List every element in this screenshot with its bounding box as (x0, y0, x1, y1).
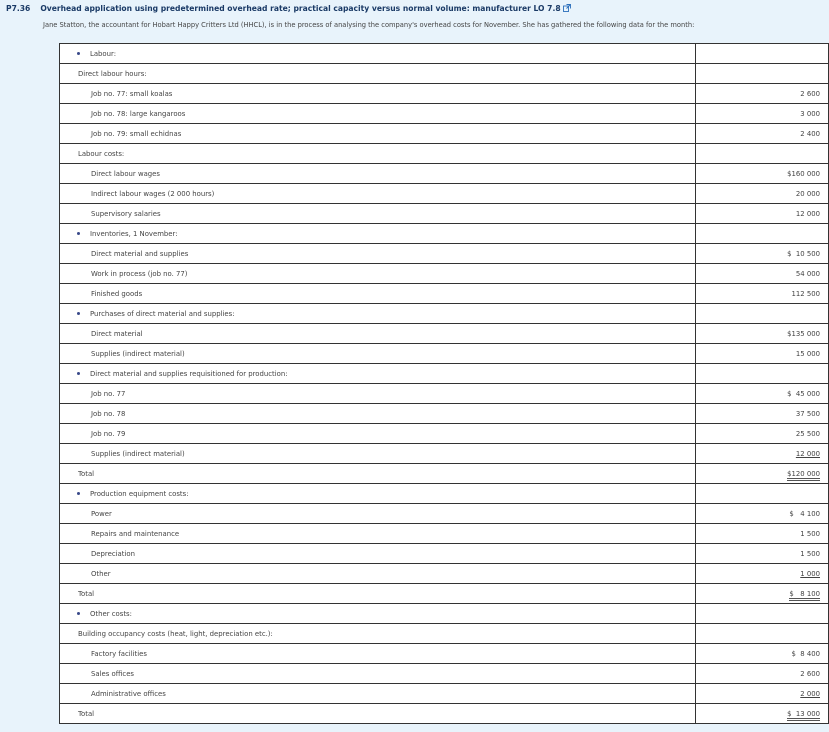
table-row (60, 344, 829, 364)
table-row (60, 644, 829, 664)
row-label: Direct material and supplies (91, 249, 189, 258)
row-label-cell (60, 264, 696, 284)
table-row (60, 284, 829, 304)
row-value-cell (696, 284, 829, 304)
row-label-cell (60, 664, 696, 684)
table-row (60, 264, 829, 284)
row-label: Direct labour wages (91, 169, 161, 178)
row-label-cell (60, 304, 696, 324)
row-value-cell (696, 104, 829, 124)
row-value-cell (696, 404, 829, 424)
row-value-cell (696, 304, 829, 324)
table-row (60, 544, 829, 564)
row-value: 20 000 (795, 189, 820, 198)
row-label-cell (60, 204, 696, 224)
row-value-cell (696, 84, 829, 104)
row-label-cell (60, 344, 696, 364)
problem-intro: Jane Statton, the accountant for Hobart Happy Critters Ltd (HHCL), is in the process of analysing the company's overhead costs for November. She has gathered the following data for the month: (43, 21, 695, 29)
row-value: 1 500 (800, 549, 820, 558)
row-value: 1 500 (800, 529, 820, 538)
row-value-cell (696, 384, 829, 404)
row-label: Direct material (91, 329, 143, 338)
row-label-cell (60, 504, 696, 524)
row-label: Job no. 77: small koalas (91, 89, 173, 98)
row-value-cell (696, 364, 829, 384)
row-label-cell (60, 364, 696, 384)
row-value: $ 10 500 (787, 249, 820, 258)
table-row (60, 464, 829, 484)
row-label: Finished goods (91, 289, 143, 298)
table-row (60, 664, 829, 684)
row-value-cell (696, 344, 829, 364)
row-label: Labour costs: (78, 149, 125, 158)
table-row (60, 564, 829, 584)
row-label: Administrative offices (91, 689, 166, 698)
row-label: Job no. 78 (91, 409, 126, 418)
table-row (60, 184, 829, 204)
row-value: 12 000 (795, 209, 820, 218)
row-label: Job no. 79: small echidnas (91, 129, 182, 138)
row-value: $ 8 400 (791, 649, 820, 658)
row-value: $135 000 (787, 329, 820, 338)
row-value: $160 000 (787, 169, 820, 178)
row-label-cell (60, 324, 696, 344)
row-label: Building occupancy costs (heat, light, depreciation etc.): (78, 629, 273, 638)
row-label-cell (60, 184, 696, 204)
row-label: Repairs and maintenance (91, 529, 180, 538)
row-label-cell (60, 384, 696, 404)
row-value-cell (696, 564, 829, 584)
row-label: Power (91, 509, 112, 518)
row-label-cell (60, 44, 696, 64)
row-label-cell (60, 84, 696, 104)
table-row (60, 304, 829, 324)
row-label-cell (60, 124, 696, 144)
row-label-cell (60, 604, 696, 624)
row-value-cell (696, 44, 829, 64)
row-label-cell (60, 524, 696, 544)
row-value: $ 45 000 (787, 389, 820, 398)
table-row (60, 144, 829, 164)
row-value-cell (696, 244, 829, 264)
row-value-cell (696, 704, 829, 724)
row-value-cell (696, 464, 829, 484)
bullet-icon (77, 372, 80, 375)
table-row (60, 484, 829, 504)
row-label: Purchases of direct material and supplies: (90, 309, 235, 318)
row-label: Production equipment costs: (90, 489, 189, 498)
row-label-cell (60, 144, 696, 164)
row-value-cell (696, 164, 829, 184)
row-label-cell (60, 284, 696, 304)
row-value: $ 8 100 (789, 590, 820, 601)
row-label: Job no. 77 (91, 389, 126, 398)
row-value-cell (696, 444, 829, 464)
row-label: Total (78, 589, 95, 598)
table-row (60, 164, 829, 184)
row-label-cell (60, 244, 696, 264)
row-label: Supervisory salaries (91, 209, 161, 218)
row-label-cell (60, 644, 696, 664)
row-value-cell (696, 664, 829, 684)
table-row (60, 384, 829, 404)
external-link-icon[interactable] (563, 4, 571, 12)
bullet-icon (77, 312, 80, 315)
row-value-cell (696, 264, 829, 284)
row-label: Other costs: (90, 609, 132, 618)
table-row (60, 364, 829, 384)
row-value-cell (696, 204, 829, 224)
row-value: $120 000 (787, 470, 820, 481)
row-value-cell (696, 124, 829, 144)
row-value-cell (696, 524, 829, 544)
row-label: Indirect labour wages (2 000 hours) (91, 189, 215, 198)
table-row (60, 584, 829, 604)
row-value-cell (696, 584, 829, 604)
row-value-cell (696, 144, 829, 164)
bullet-icon (77, 492, 80, 495)
row-label-cell (60, 684, 696, 704)
row-label: Other (91, 569, 111, 578)
row-label: Direct labour hours: (78, 69, 147, 78)
data-table (59, 43, 829, 724)
row-value-cell (696, 604, 829, 624)
row-label: Labour: (90, 49, 117, 58)
row-value-cell (696, 64, 829, 84)
row-label-cell (60, 584, 696, 604)
row-label: Factory facilities (91, 649, 147, 658)
row-label-cell (60, 424, 696, 444)
row-value: 2 600 (800, 89, 820, 98)
bullet-icon (77, 612, 80, 615)
table-row (60, 84, 829, 104)
row-label: Total (78, 709, 95, 718)
row-label-cell (60, 164, 696, 184)
row-value-cell (696, 644, 829, 664)
row-label-cell (60, 564, 696, 584)
row-label-cell (60, 64, 696, 84)
table-row (60, 604, 829, 624)
row-value: $ 4 100 (789, 509, 820, 518)
row-value-cell (696, 484, 829, 504)
table-row (60, 324, 829, 344)
table-row (60, 444, 829, 464)
bullet-icon (77, 52, 80, 55)
row-label-cell (60, 404, 696, 424)
row-label: Job no. 78: large kangaroos (91, 109, 186, 118)
row-label: Inventories, 1 November: (90, 229, 178, 238)
row-label-cell (60, 224, 696, 244)
table-row (60, 424, 829, 444)
row-label: Total (78, 469, 95, 478)
row-label-cell (60, 544, 696, 564)
row-label: Job no. 79 (91, 429, 126, 438)
row-value: 12 000 (795, 449, 820, 458)
row-value-cell (696, 424, 829, 444)
row-value: 112 500 (791, 289, 820, 298)
row-label: Sales offices (91, 669, 135, 678)
row-value-cell (696, 544, 829, 564)
row-label-cell (60, 624, 696, 644)
row-label-cell (60, 104, 696, 124)
row-value: 3 000 (800, 109, 820, 118)
row-label-cell (60, 444, 696, 464)
row-value-cell (696, 504, 829, 524)
row-label-cell (60, 464, 696, 484)
table-row (60, 44, 829, 64)
table-row (60, 244, 829, 264)
table-row (60, 684, 829, 704)
row-value: 1 000 (800, 569, 820, 578)
row-value-cell (696, 324, 829, 344)
row-label: Supplies (indirect material) (91, 449, 185, 458)
table-row (60, 624, 829, 644)
row-value: 2 600 (800, 669, 820, 678)
table-row (60, 224, 829, 244)
problem-number: P7.36 (6, 4, 31, 13)
row-label-cell (60, 484, 696, 504)
row-value-cell (696, 684, 829, 704)
table-row (60, 204, 829, 224)
problem-title: Overhead application using predetermined overhead rate; practical capacity versus normal volume: manufacturer LO 7.8 (40, 4, 561, 13)
row-value: $ 13 000 (787, 710, 820, 721)
table-row (60, 124, 829, 144)
row-value: 2 000 (800, 689, 820, 698)
row-value: 2 400 (800, 129, 820, 138)
row-value-cell (696, 224, 829, 244)
table-row (60, 504, 829, 524)
row-label: Work in process (job no. 77) (91, 269, 188, 278)
row-value-cell (696, 184, 829, 204)
bullet-icon (77, 232, 80, 235)
row-value: 54 000 (795, 269, 820, 278)
row-value: 25 500 (795, 429, 820, 438)
table-row (60, 524, 829, 544)
row-value: 15 000 (795, 349, 820, 358)
table-row (60, 404, 829, 424)
problem-header (6, 3, 829, 14)
row-label: Direct material and supplies requisitioned for production: (90, 369, 288, 378)
table-row (60, 104, 829, 124)
row-label: Supplies (indirect material) (91, 349, 185, 358)
row-value: 37 500 (795, 409, 820, 418)
row-value-cell (696, 624, 829, 644)
table-row (60, 704, 829, 724)
table-row (60, 64, 829, 84)
row-label: Depreciation (91, 549, 135, 558)
row-label-cell (60, 704, 696, 724)
